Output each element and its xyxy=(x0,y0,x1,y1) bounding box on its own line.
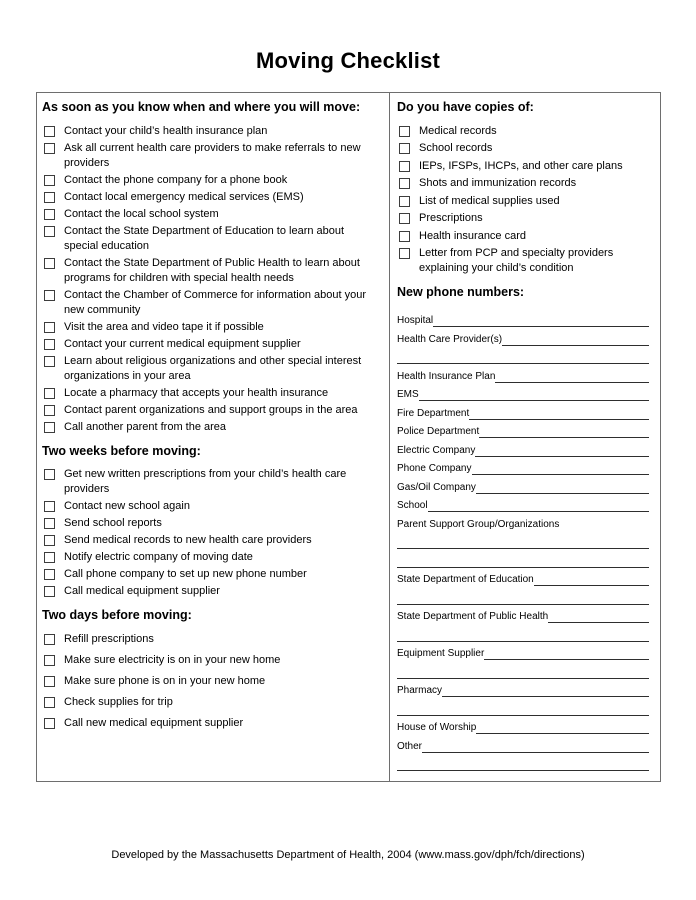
checkbox[interactable] xyxy=(44,126,55,137)
phone-number-row xyxy=(397,364,649,383)
checklist-item-label: Shots and immunization records xyxy=(419,177,577,189)
checklist-item-label: Contact your current medical equipment supplier xyxy=(64,337,301,350)
phone-row-fill-line[interactable] xyxy=(397,753,649,772)
checklist-item xyxy=(399,176,649,191)
phone-number-row xyxy=(397,475,649,494)
phone-row-label: Hospital xyxy=(397,315,434,326)
checkbox[interactable] xyxy=(44,501,55,512)
checkbox[interactable] xyxy=(44,290,55,301)
phone-row-label: School xyxy=(397,500,428,511)
footer-credit: Developed by the Massachusetts Department of Health, 2004 (www.mass.gov/dph/fch/directions) xyxy=(111,849,585,861)
phone-number-row xyxy=(397,734,649,753)
phone-row-fill-line[interactable] xyxy=(479,420,649,439)
checkbox[interactable] xyxy=(44,718,55,729)
checklist-item-label: Contact new school again xyxy=(64,500,190,512)
checklist-item xyxy=(399,124,649,139)
phone-row-fill-line[interactable] xyxy=(484,642,649,661)
checklist-item xyxy=(44,584,379,599)
checkbox[interactable] xyxy=(44,258,55,269)
checklist-item xyxy=(44,550,379,565)
checklist-item-label: Contact the State Department of Education to learn about special education xyxy=(64,224,345,252)
checklist-item xyxy=(399,159,649,174)
checklist-item xyxy=(44,354,379,384)
checklist-item xyxy=(399,246,649,276)
right-column xyxy=(389,93,660,781)
phone-number-row xyxy=(397,679,649,698)
checklist-item xyxy=(44,386,379,401)
section-heading-as-soon-as-you-know: As soon as you know when and where you will move: xyxy=(42,100,361,114)
phone-number-row xyxy=(397,660,649,679)
checkbox[interactable] xyxy=(44,192,55,203)
checklist-item-label: Make sure phone is on in your new home xyxy=(64,674,266,687)
phone-number-row xyxy=(397,697,649,716)
checklist-item xyxy=(44,695,379,710)
checklist-item-label: Contact the State Department of Public Health to learn about programs for children with special health needs xyxy=(64,256,360,284)
phone-row-label: State Department of Public Health xyxy=(397,611,549,622)
checklist-item-label: Contact the phone company for a phone book xyxy=(64,173,288,186)
checklist-item xyxy=(44,467,379,497)
phone-row-fill-line[interactable] xyxy=(469,401,649,420)
checkbox[interactable] xyxy=(399,143,410,154)
checkbox[interactable] xyxy=(44,143,55,154)
checklist-item xyxy=(44,320,379,335)
checklist-item-label: Learn about religious organizations and other special interest organizations in your area xyxy=(64,354,362,382)
checkbox[interactable] xyxy=(399,196,410,207)
phone-row-fill-line[interactable] xyxy=(397,549,649,568)
checklist-item-label: IEPs, IFSPs, IHCPs, and other care plans xyxy=(419,159,623,172)
phone-row-label: Health Care Provider(s) xyxy=(397,333,503,345)
phone-row-fill-line[interactable] xyxy=(475,438,649,457)
phone-row-label: Gas/Oil Company xyxy=(397,481,476,493)
checklist-item-label: Send school reports xyxy=(64,517,162,529)
phone-row-label: State Department of Education xyxy=(397,574,534,585)
phone-row-label: Other xyxy=(397,740,423,752)
checklist-item xyxy=(44,207,379,222)
checkbox[interactable] xyxy=(44,655,55,666)
checklist-item-label: Medical records xyxy=(419,124,497,137)
checklist-item xyxy=(44,516,379,531)
phone-row-label: Pharmacy xyxy=(397,685,443,696)
checkbox[interactable] xyxy=(399,248,410,259)
phone-row-fill-line[interactable] xyxy=(397,346,649,365)
phone-row-label: House of Worship xyxy=(397,722,477,733)
checklist-item-label: Locate a pharmacy that accepts your health insurance xyxy=(64,386,329,399)
phone-number-row xyxy=(397,309,649,328)
phone-row-fill-line[interactable] xyxy=(548,605,649,624)
checklist-item-label: List of medical supplies used xyxy=(419,194,560,207)
phone-number-row xyxy=(397,586,649,605)
checkbox[interactable] xyxy=(44,388,55,399)
checkbox[interactable] xyxy=(399,126,410,137)
checklist-item xyxy=(44,337,379,352)
checkbox[interactable] xyxy=(44,552,55,563)
checklist-item xyxy=(44,567,379,582)
phone-number-row xyxy=(397,494,649,513)
page-title: Moving Checklist xyxy=(255,48,441,73)
phone-number-row xyxy=(397,605,649,624)
checklist-item xyxy=(44,674,379,689)
checklist-item-label: Ask all current health care providers to make referrals to new providers xyxy=(64,141,361,169)
phone-number-row xyxy=(397,753,649,772)
checklist-item xyxy=(399,141,649,156)
checklist-item-label: School records xyxy=(419,142,493,154)
checklist-item-label: Contact local emergency medical services (EMS) xyxy=(64,190,304,203)
checkbox[interactable] xyxy=(44,697,55,708)
checkbox[interactable] xyxy=(44,535,55,546)
checkbox[interactable] xyxy=(399,231,410,242)
checklist-item xyxy=(44,173,379,188)
checkbox[interactable] xyxy=(44,569,55,580)
phone-row-fill-line[interactable] xyxy=(534,568,649,587)
phone-row-fill-line[interactable] xyxy=(397,531,649,550)
checklist-item xyxy=(44,716,379,731)
section-heading-two-days-before: Two days before moving: xyxy=(42,608,192,622)
checkbox[interactable] xyxy=(44,405,55,416)
checkbox[interactable] xyxy=(44,209,55,220)
checklist-item-label: Call medical equipment supplier xyxy=(64,585,220,597)
phone-number-row xyxy=(397,438,649,457)
checkbox[interactable] xyxy=(44,356,55,367)
checklist-box xyxy=(36,92,661,782)
checklist-item-label: Contact your child’s health insurance plan xyxy=(64,124,268,137)
phone-number-row xyxy=(397,531,649,550)
phone-row-fill-line[interactable] xyxy=(397,660,649,679)
phone-row-fill-line[interactable] xyxy=(422,734,649,753)
phone-row-label: Electric Company xyxy=(397,444,476,456)
checklist-item xyxy=(44,653,379,668)
checkbox[interactable] xyxy=(44,676,55,687)
section-heading-two-weeks-before: Two weeks before moving: xyxy=(42,443,201,458)
checklist-item xyxy=(44,403,379,418)
checkbox[interactable] xyxy=(399,213,410,224)
checklist-item xyxy=(44,420,379,435)
checklist-two-days-before xyxy=(42,632,379,731)
phone-row-label: Health Insurance Plan xyxy=(397,370,496,382)
checklist-item-label: Check supplies for trip xyxy=(64,695,173,708)
checklist-item xyxy=(44,632,379,647)
phone-number-row xyxy=(397,623,649,642)
phone-number-row xyxy=(397,568,649,587)
phone-row-fill-line[interactable] xyxy=(428,494,649,513)
checkbox[interactable] xyxy=(44,469,55,480)
phone-row-fill-line[interactable] xyxy=(397,697,649,716)
checklist-copies xyxy=(397,124,649,277)
checklist-two-weeks-before xyxy=(42,467,379,599)
checklist-item-label: Make sure electricity is on in your new home xyxy=(64,653,281,666)
checklist-item-label: Call new medical equipment supplier xyxy=(64,716,244,729)
phone-number-row xyxy=(397,420,649,439)
checklist-item xyxy=(399,194,649,209)
phone-row-fill-line[interactable] xyxy=(476,475,649,494)
checklist-item-label: Send medical records to new health care providers xyxy=(64,534,312,546)
checklist-item-label: Health insurance card xyxy=(419,229,527,242)
checkbox[interactable] xyxy=(44,518,55,529)
checklist-item-label: Prescriptions xyxy=(419,212,483,224)
checklist-item-label: Contact the Chamber of Commerce for information about your new community xyxy=(64,288,367,316)
phone-number-row xyxy=(397,346,649,365)
phone-row-label: Police Department xyxy=(397,426,480,437)
checklist-item xyxy=(44,141,379,171)
checklist-item-label: Notify electric company of moving date xyxy=(64,551,253,563)
checkbox[interactable] xyxy=(399,178,410,189)
phone-number-row xyxy=(397,457,649,476)
checklist-item-label: Contact parent organizations and support groups in the area xyxy=(64,403,358,416)
phone-row-fill-line[interactable] xyxy=(472,457,650,476)
checklist-as-soon-as-you-know xyxy=(42,124,379,435)
left-column xyxy=(37,93,389,781)
phone-row-fill-line[interactable] xyxy=(495,364,649,383)
checklist-item xyxy=(44,190,379,205)
checklist-item xyxy=(44,533,379,548)
checkbox[interactable] xyxy=(44,634,55,645)
phone-row-fill-line[interactable] xyxy=(442,679,649,698)
checklist-item xyxy=(44,256,379,286)
section-heading-copies: Do you have copies of: xyxy=(397,100,534,114)
checklist-item-label: Contact the local school system xyxy=(64,207,219,220)
checklist-item-label: Call another parent from the area xyxy=(64,420,227,433)
phone-number-row xyxy=(397,512,649,531)
phone-number-row xyxy=(397,642,649,661)
phone-number-row xyxy=(397,383,649,402)
phone-number-row xyxy=(397,327,649,346)
checklist-item xyxy=(44,124,379,139)
phone-row-fill-line[interactable] xyxy=(433,309,649,328)
section-heading-new-phone-numbers: New phone numbers: xyxy=(397,285,525,299)
phone-number-row xyxy=(397,401,649,420)
checkbox[interactable] xyxy=(44,322,55,333)
checklist-item-label: Refill prescriptions xyxy=(64,632,154,645)
phone-numbers-form xyxy=(397,309,649,772)
checklist-item xyxy=(399,229,649,244)
checklist-item-label: Get new written prescriptions from your child’s health care providers xyxy=(64,468,347,495)
checklist-item-label: Call phone company to set up new phone number xyxy=(64,568,307,580)
checkbox[interactable] xyxy=(44,175,55,186)
phone-row-fill-line[interactable] xyxy=(397,586,649,605)
checklist-item xyxy=(44,224,379,254)
phone-row-label: Equipment Supplier xyxy=(397,648,485,659)
checklist-item xyxy=(399,211,649,226)
phone-number-row xyxy=(397,716,649,735)
phone-row-label: Parent Support Group/Organizations xyxy=(397,518,560,530)
checkbox[interactable] xyxy=(44,586,55,597)
checklist-item xyxy=(44,288,379,318)
checkbox[interactable] xyxy=(44,339,55,350)
checkbox[interactable] xyxy=(44,422,55,433)
phone-row-label: EMS xyxy=(397,389,419,400)
phone-row-fill-line[interactable] xyxy=(397,623,649,642)
phone-row-label: Fire Department xyxy=(397,407,470,419)
checkbox[interactable] xyxy=(399,161,410,172)
checkbox[interactable] xyxy=(44,226,55,237)
phone-row-fill-line[interactable] xyxy=(502,327,649,346)
checklist-item-label: Letter from PCP and specialty providers explaining your child’s condition xyxy=(419,247,614,274)
phone-row-fill-line[interactable] xyxy=(476,716,649,735)
phone-row-fill-line[interactable] xyxy=(419,383,649,402)
checklist-item-label: Visit the area and video tape it if possible xyxy=(64,320,264,333)
phone-row-label: Phone Company xyxy=(397,463,472,474)
checklist-item xyxy=(44,499,379,514)
phone-number-row xyxy=(397,549,649,568)
